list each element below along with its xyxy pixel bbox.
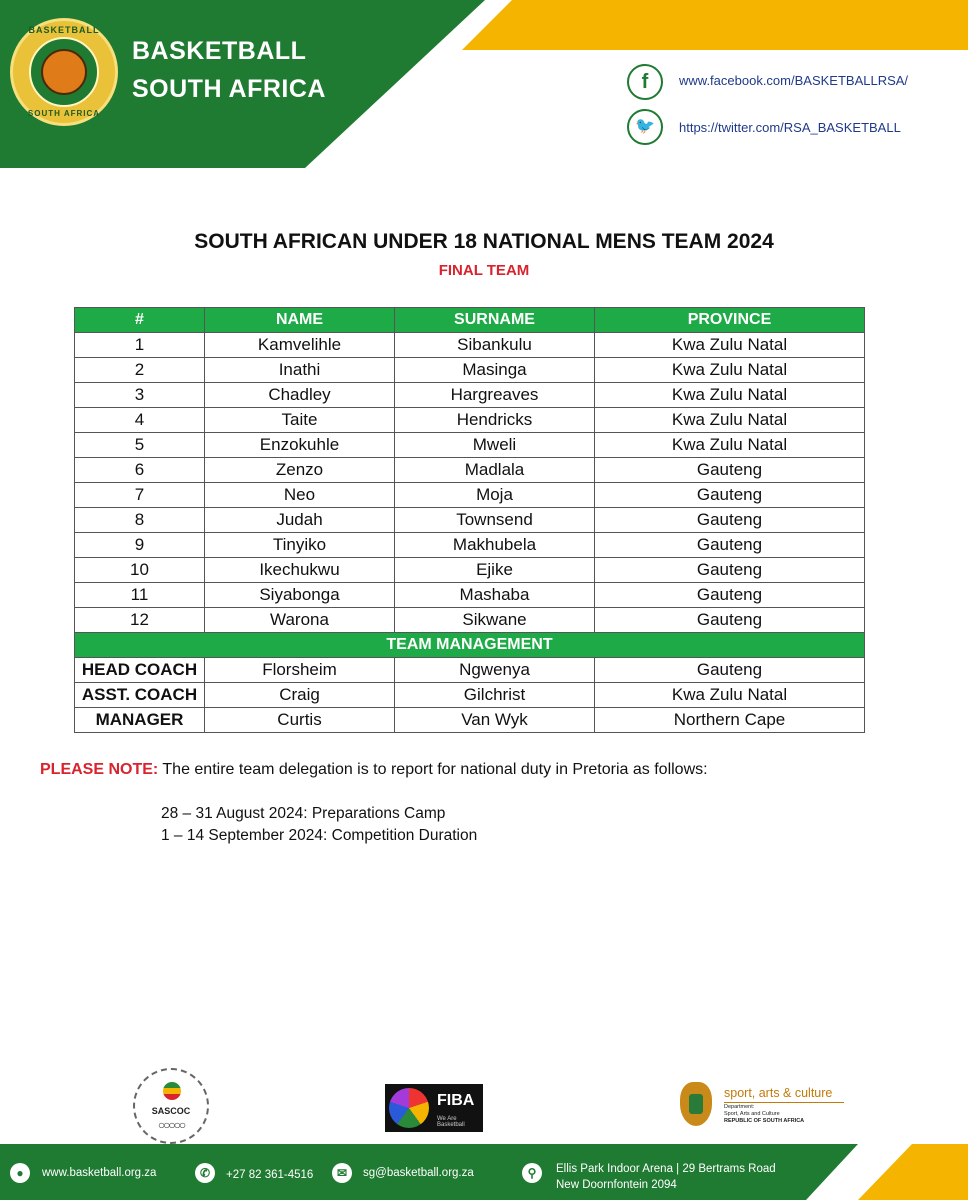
- please-note-label: PLEASE NOTE:: [40, 761, 159, 778]
- email-icon: ✉: [332, 1163, 352, 1183]
- player-province: Kwa Zulu Natal: [595, 333, 865, 358]
- player-name: Neo: [205, 483, 395, 508]
- staff-role: HEAD COACH: [75, 658, 205, 683]
- dsac-divider: [724, 1102, 844, 1103]
- twitter-icon: 🐦: [627, 109, 663, 145]
- player-number: 7: [75, 483, 205, 508]
- player-surname: Sibankulu: [395, 333, 595, 358]
- document-title: SOUTH AFRICAN UNDER 18 NATIONAL MENS TEAM 2024: [194, 230, 774, 253]
- player-surname: Mashaba: [395, 583, 595, 608]
- column-header-name: NAME: [205, 308, 395, 333]
- staff-province: Gauteng: [595, 658, 865, 683]
- player-surname: Ejike: [395, 558, 595, 583]
- player-surname: Mweli: [395, 433, 595, 458]
- player-name: Kamvelihle: [205, 333, 395, 358]
- player-surname: Madlala: [395, 458, 595, 483]
- player-name: Tinyiko: [205, 533, 395, 558]
- player-province: Gauteng: [595, 483, 865, 508]
- table-row: [75, 508, 865, 533]
- logo-inner-ring: [29, 37, 99, 107]
- facebook-link[interactable]: [627, 64, 957, 104]
- player-province: Kwa Zulu Natal: [595, 383, 865, 408]
- table-row: [75, 433, 865, 458]
- staff-surname: Gilchrist: [395, 683, 595, 708]
- dsac-title: sport, arts & culture: [724, 1086, 833, 1100]
- table-row: [75, 708, 865, 733]
- fiba-wordmark: FIBA: [437, 1092, 475, 1109]
- coat-of-arms-icon: [680, 1082, 712, 1126]
- dsac-line-3: REPUBLIC OF SOUTH AFRICA: [724, 1118, 805, 1124]
- player-name: Ikechukwu: [205, 558, 395, 583]
- player-number: 3: [75, 383, 205, 408]
- facebook-icon: f: [627, 64, 663, 100]
- staff-name: Curtis: [205, 708, 395, 733]
- management-section-row: [75, 633, 865, 658]
- player-province: Kwa Zulu Natal: [595, 358, 865, 383]
- player-name: Siyabonga: [205, 583, 395, 608]
- footer-email[interactable]: sg@basketball.org.za: [363, 1167, 474, 1179]
- column-header-surname: SURNAME: [395, 308, 595, 333]
- table-header-row: [75, 308, 865, 333]
- table-row: [75, 383, 865, 408]
- footer-website[interactable]: www.basketball.org.za: [42, 1167, 157, 1179]
- staff-province: Kwa Zulu Natal: [595, 683, 865, 708]
- staff-name: Craig: [205, 683, 395, 708]
- player-province: Kwa Zulu Natal: [595, 433, 865, 458]
- please-note-text: The entire team delegation is to report for national duty in Pretoria as follows:: [162, 761, 708, 778]
- staff-province: Northern Cape: [595, 708, 865, 733]
- table-row: [75, 558, 865, 583]
- player-name: Taite: [205, 408, 395, 433]
- staff-role: ASST. COACH: [75, 683, 205, 708]
- player-name: Inathi: [205, 358, 395, 383]
- player-number: 11: [75, 583, 205, 608]
- column-header-number: #: [75, 308, 205, 333]
- player-number: 2: [75, 358, 205, 383]
- player-province: Gauteng: [595, 458, 865, 483]
- management-section-header: TEAM MANAGEMENT: [75, 633, 865, 658]
- player-name: Zenzo: [205, 458, 395, 483]
- player-number: 4: [75, 408, 205, 433]
- staff-surname: Van Wyk: [395, 708, 595, 733]
- please-note: [40, 761, 708, 779]
- player-number: 9: [75, 533, 205, 558]
- location-icon: ⚲: [522, 1163, 542, 1183]
- footer-address-line-1: Ellis Park Indoor Arena | 29 Bertrams Road: [556, 1163, 776, 1175]
- date-preparations-camp: 28 – 31 August 2024: Preparations Camp: [161, 805, 446, 822]
- column-header-province: PROVINCE: [595, 308, 865, 333]
- player-number: 5: [75, 433, 205, 458]
- coat-of-arms-shield: [689, 1094, 703, 1114]
- table-row: [75, 608, 865, 633]
- fiba-ball-icon: [389, 1088, 429, 1128]
- logo-text-bottom: SOUTH AFRICA: [27, 109, 101, 118]
- table-row: [75, 483, 865, 508]
- player-province: Kwa Zulu Natal: [595, 408, 865, 433]
- brand-line-1: BASKETBALL: [132, 37, 307, 65]
- player-province: Gauteng: [595, 533, 865, 558]
- table-row: [75, 333, 865, 358]
- sascoc-logo: [133, 1068, 209, 1144]
- table-row: [75, 583, 865, 608]
- player-surname: Townsend: [395, 508, 595, 533]
- player-surname: Hendricks: [395, 408, 595, 433]
- player-province: Gauteng: [595, 608, 865, 633]
- brand-line-2: SOUTH AFRICA: [132, 75, 326, 103]
- phone-icon: ✆: [195, 1163, 215, 1183]
- player-province: Gauteng: [595, 583, 865, 608]
- basketball-sa-logo: [10, 18, 118, 126]
- table-row: [75, 658, 865, 683]
- basketball-icon: [41, 49, 87, 95]
- player-province: Gauteng: [595, 508, 865, 533]
- table-row: [75, 408, 865, 433]
- footer-phone[interactable]: +27 82 361-4516: [226, 1169, 314, 1181]
- staff-surname: Ngwenya: [395, 658, 595, 683]
- table-row: [75, 533, 865, 558]
- dsac-line-1: Department:: [724, 1104, 755, 1110]
- sascoc-name: SASCOC: [151, 1106, 191, 1116]
- player-province: Gauteng: [595, 558, 865, 583]
- staff-role: MANAGER: [75, 708, 205, 733]
- fiba-tagline: We Are Basketball: [437, 1116, 465, 1128]
- table-row: [75, 458, 865, 483]
- date-competition-duration: 1 – 14 September 2024: Competition Duration: [161, 827, 478, 844]
- sascoc-emblem-icon: [163, 1082, 181, 1100]
- logo-text-top: BASKETBALL: [28, 25, 100, 35]
- player-number: 8: [75, 508, 205, 533]
- document-subtitle: FINAL TEAM: [438, 262, 530, 279]
- player-number: 6: [75, 458, 205, 483]
- olympic-rings-icon: ○○○○○: [157, 1118, 185, 1132]
- roster-table: [74, 307, 865, 733]
- player-surname: Masinga: [395, 358, 595, 383]
- twitter-url[interactable]: https://twitter.com/RSA_BASKETBALL: [679, 120, 901, 135]
- player-number: 10: [75, 558, 205, 583]
- player-surname: Hargreaves: [395, 383, 595, 408]
- player-number: 1: [75, 333, 205, 358]
- player-name: Chadley: [205, 383, 395, 408]
- player-number: 12: [75, 608, 205, 633]
- twitter-link[interactable]: [627, 109, 957, 149]
- table-row: [75, 358, 865, 383]
- table-row: [75, 683, 865, 708]
- player-surname: Moja: [395, 483, 595, 508]
- staff-name: Florsheim: [205, 658, 395, 683]
- footer-address-line-2: New Doornfontein 2094: [556, 1179, 677, 1191]
- website-icon: ●: [10, 1163, 30, 1183]
- player-name: Enzokuhle: [205, 433, 395, 458]
- player-surname: Sikwane: [395, 608, 595, 633]
- dsac-line-2: Sport, Arts and Culture: [724, 1111, 780, 1117]
- dsac-logo: [680, 1080, 850, 1130]
- player-name: Judah: [205, 508, 395, 533]
- facebook-url[interactable]: www.facebook.com/BASKETBALLRSA/: [679, 73, 909, 88]
- fiba-logo: [385, 1084, 483, 1132]
- player-surname: Makhubela: [395, 533, 595, 558]
- player-name: Warona: [205, 608, 395, 633]
